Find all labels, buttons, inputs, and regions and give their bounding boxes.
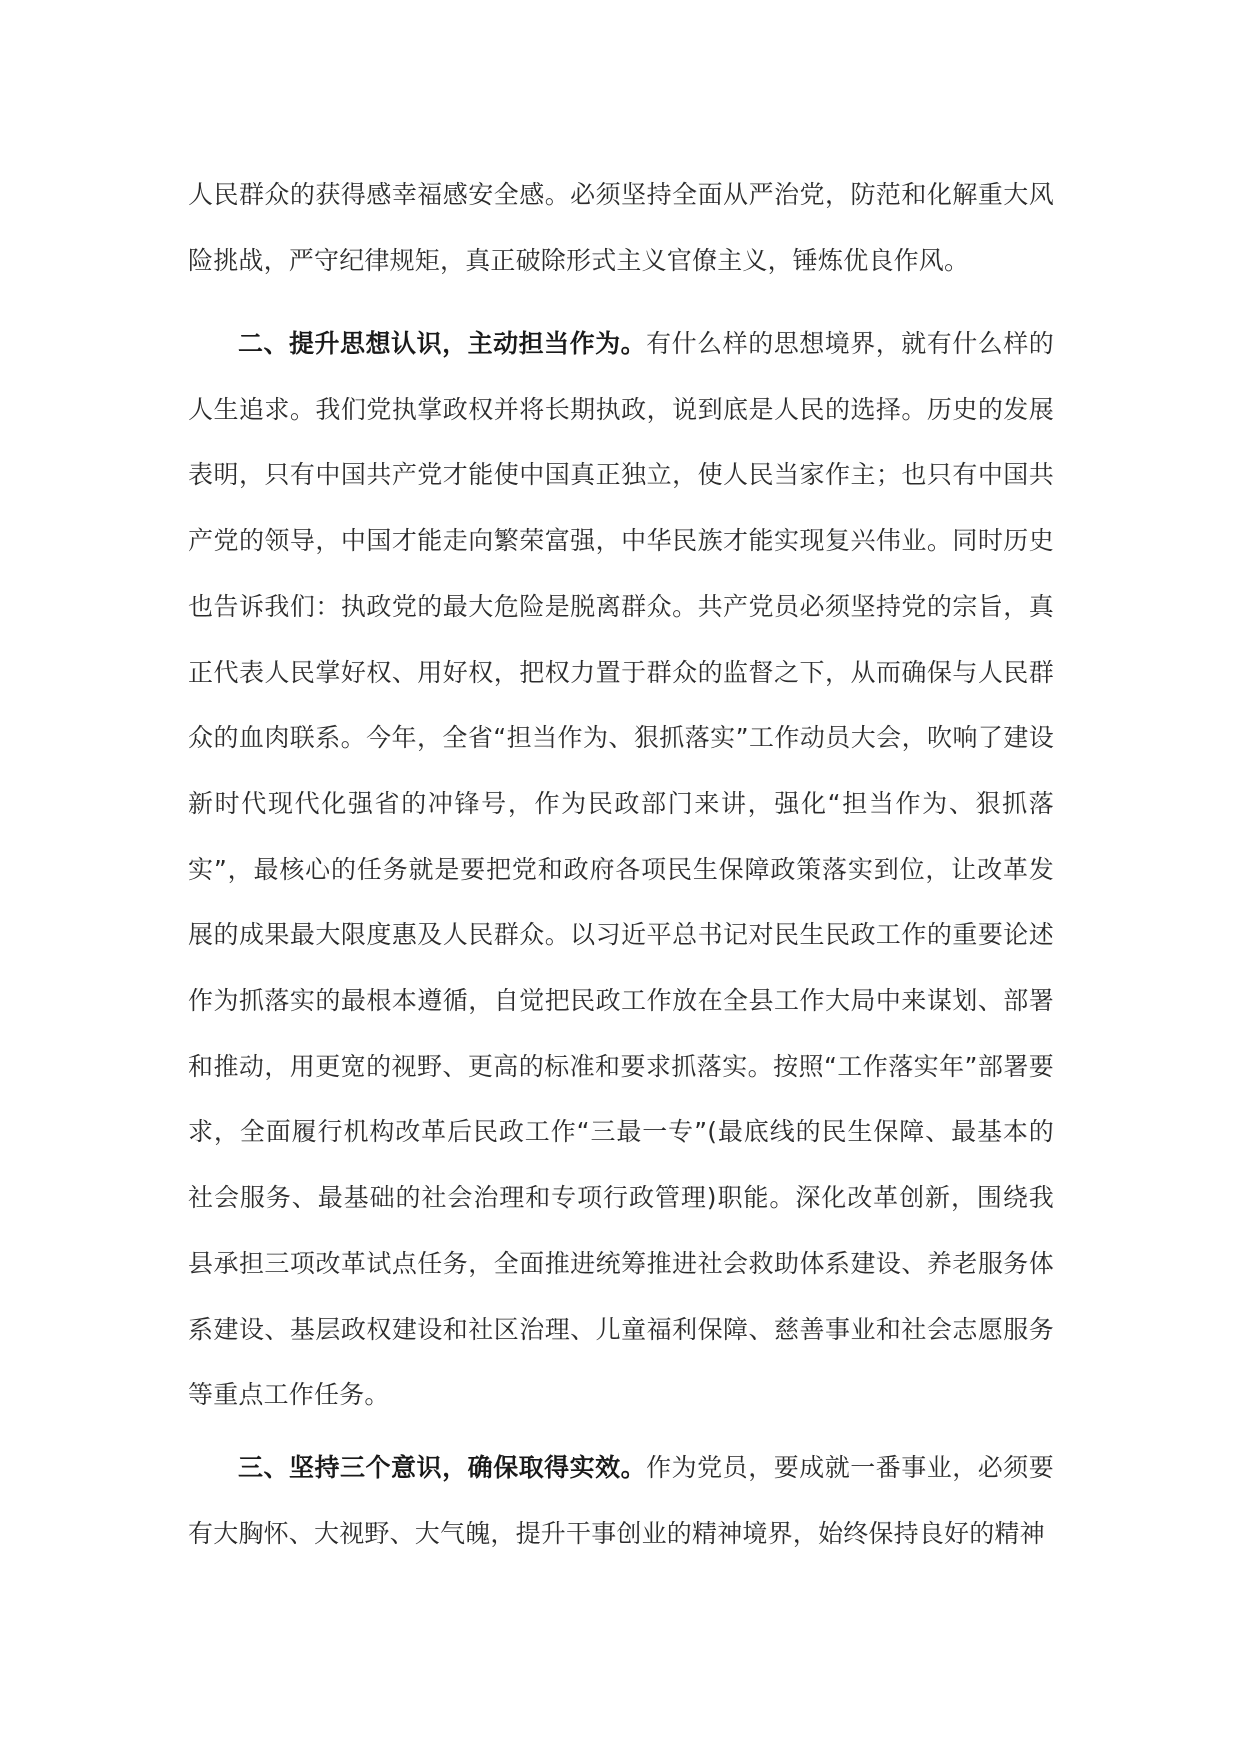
- paragraph-1: [188, 162, 1054, 293]
- paragraph-1-text: 人民群众的获得感幸福感安全感。必须坚持全面从严治党，防范和化解重大风险挑战，严守纪律规矩，真正破除形式主义官僚主义，锤炼优良作风。: [188, 180, 1054, 275]
- section-three: [188, 1435, 1054, 1566]
- paragraph-continuation: [188, 162, 1054, 293]
- paragraph-2: [188, 311, 1054, 1428]
- paragraph-2-text: 有什么样的思想境界，就有什么样的人生追求。我们党执掌政权并将长期执政，说到底是人民的选择。历史的发展表明，只有中国共产党才能使中国真正独立，使人民当家作主；也只有中国共产党的领导，中国才能走向繁荣富强，中华民族才能实现复兴伟业。同时历史也告诉我们：执政党的最大危险是脱离群众。共产党员必须坚持党的宗旨，真正代表人民掌好权、用好权，把权力置于群众的监督之下，从而确保与人民群众的血肉联系。今年，全省“担当作为、狠抓落实”工作动员大会，吹响了建设新时代现代化强省的冲锋号，作为民政部门来讲，强化“担当作为、狠抓落实”，最核心的任务就是要把党和政府各项民生保障政策落实到位，让改革发展的成果最大限度惠及人民群众。以习近平总书记对民生民政工作的重要论述作为抓落实的最根本遵循，自觉把民政工作放在全县工作大局中来谋划、部署和推动，用更宽的视野、更高的标准和要求抓落实。按照“工作落实年”部署要求，全面履行机构改革后民政工作“三最一专”(最底线的民生保障、最基本的社会服务、最基础的社会治理和专项行政管理)职能。深化改革创新，围绕我县承担三项改革试点任务，全面推进统筹推进社会救助体系建设、养老服务体系建设、基层政权建设和社区治理、儿童福利保障、慈善事业和社会志愿服务等重点工作任务。: [188, 329, 1054, 1410]
- paragraph-3-text: 作为党员，要成就一番事业，必须要有大胸怀、大视野、大气魄，提升干事创业的精神境界，始终保持良好的精神: [188, 1453, 1054, 1548]
- section-two-heading: 二、提升思想认识，主动担当作为。: [238, 329, 647, 358]
- section-three-heading: 三、坚持三个意识，确保取得实效。: [238, 1453, 647, 1482]
- paragraph-3: [188, 1435, 1054, 1566]
- section-two: [188, 311, 1054, 1428]
